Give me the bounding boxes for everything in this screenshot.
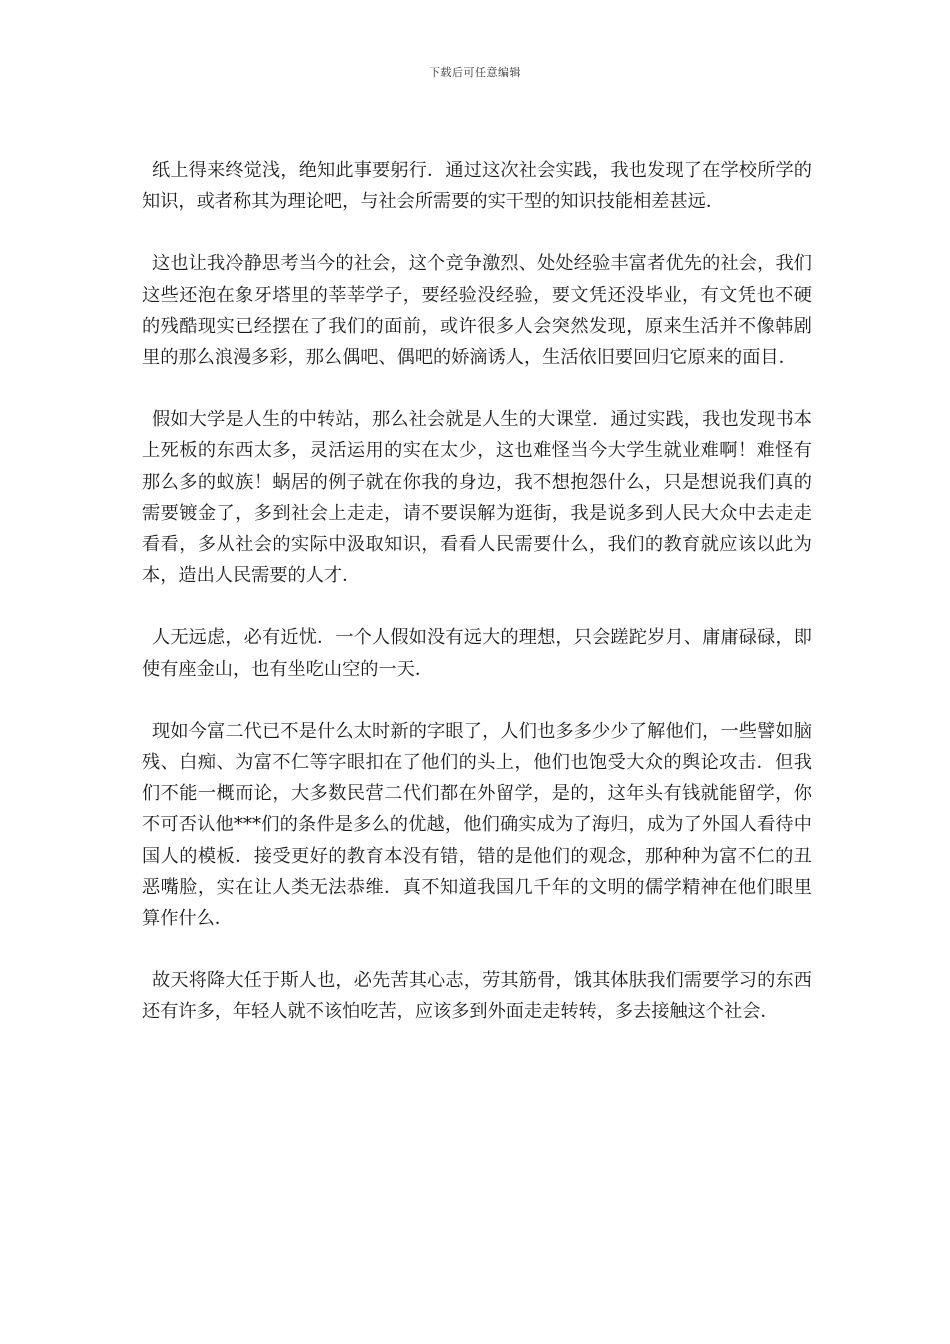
- paragraph-6: 故天将降大任于斯人也，必先苦其心志，劳其筋骨，饿其体肤我们需要学习的东西还有许多，年轻人就不该怕吃苦，应该多到外面走走转转，多去接触这个社会．: [142, 970, 812, 1023]
- paragraph-2: 这也让我冷静思考当今的社会，这个竞争激烈、处处经验丰富者优先的社会，我们这些还泡在象牙塔里的莘莘学子，要经验没经验，要文凭还没毕业，有文凭也不硬的残酷现实已经摆在了我们的面前，或许很多人会突然发现，原来生活并不像韩剧里的那么浪漫多彩，那么偶吧、偶吧的娇滴诱人，生活依旧要回归它原来的面目．: [142, 253, 812, 369]
- paragraph-4: 人无远虑，必有近忧．一个人假如没有远大的理想，只会蹉跎岁月、庸庸碌碌，即使有座金山，也有坐吃山空的一天．: [142, 627, 812, 680]
- page-header: 下载后可任意编辑: [429, 66, 521, 79]
- document-body: [142, 155, 812, 1059]
- paragraph-3: 假如大学是人生的中转站，那么社会就是人生的大课堂．通过实践，我也发现书本上死板的东西太多，灵活运用的实在太少，这也难怪当今大学生就业难啊！难怪有那么多的蚁族！蜗居的例子就在你我的身边，我不想抱怨什么，只是想说我们真的需要镀金了，多到社会上走走，请不要误解为逛街，我是说多到人民大众中去走走看看，多从社会的实际中汲取知识，看看人民需要什么，我们的教育就应该以此为本，造出人民需要的人才．: [142, 409, 812, 587]
- paragraph-5: 现如今富二代已不是什么太时新的字眼了，人们也多多少少了解他们，一些譬如脑残、白痴、为富不仁等字眼扣在了他们的头上，他们也饱受大众的舆论攻击．但我们不能一概而论，大多数民营二代们都在外留学，是的，这年头有钱就能留学，你不可否认他***们的条件是多么的优越，他们确实成为了海归，成为了外国人看待中国人的模板．接受更好的教育本没有错，错的是他们的观念，那种种为富不仁的丑恶嘴脸，实在让人类无法恭维．真不知道我国几千年的文明的儒学精神在他们眼里算作什么．: [142, 720, 812, 930]
- paragraph-1: 纸上得来终觉浅，绝知此事要躬行．通过这次社会实践，我也发现了在学校所学的知识，或者称其为理论吧，与社会所需要的实干型的知识技能相差甚远．: [142, 160, 812, 213]
